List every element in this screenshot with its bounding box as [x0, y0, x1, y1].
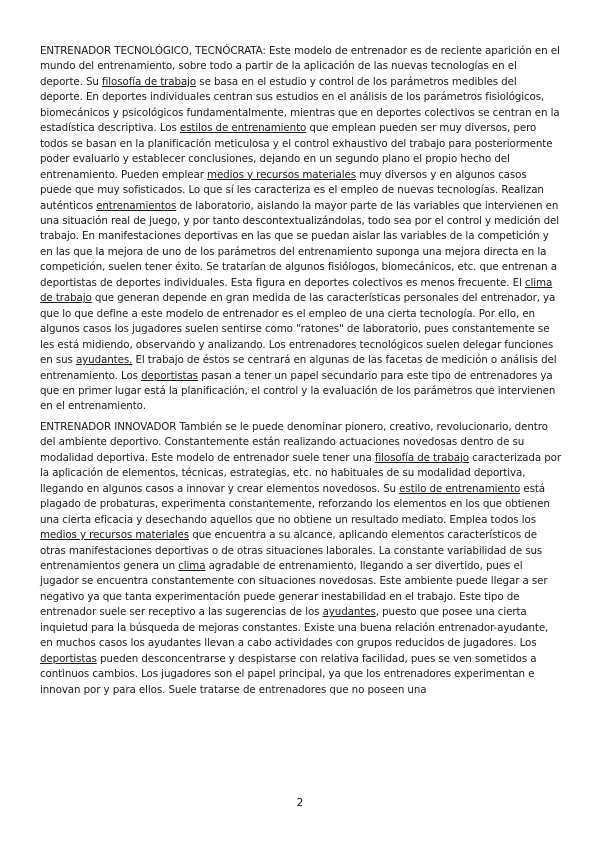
text-run: está plagado de probaturas, experimenta constantemente, reforzando los elementos en los que obtienen una cierta eficacia y desechando aquellos que no obtiene un resultado mediato. Emplea todos los: [40, 482, 550, 526]
paragraph-entrenador-innovador: [40, 420, 561, 698]
text-run: de laboratorio, aislando la mayor parte de las variables que intervienen en una situación real de juego, y por tanto descontextualizándolas, todo sea por el control y medición del trabajo. En manifestaciones deportivas en las que se puedan aislar las variables de la competición y en las que la mejora de uno de los parámetros del entrenamiento suponga una mejora directa en la competición, suelen tener éxito. Se tratarían de algunos fisiólogos, biomecánicos, etc. que entrenan a deportistas de deportes individuales. Esta figura en deportes colectivos es menos frecuente. El: [40, 199, 560, 289]
page-number: 2: [296, 797, 304, 809]
underlined-term: clima de trabajo: [40, 276, 553, 305]
text-run: agradable de entrenamiento, llegando a ser divertido, pues el jugador se encuentra constantemente con situaciones novedosas. Este ambiente puede llegar a ser negativo ya que tanta experimentación puede generar inestabilidad en el trabajo. Este tipo de entrenador suele ser receptivo a las sugerencias de los: [40, 559, 548, 619]
text-run: muy diversos y en algunos casos puede que muy sofisticados. Lo que sí les caracteriza es el empleo de nuevas tecnologías. Realizan auténticos: [40, 168, 544, 212]
underlined-term: filosofía de trabajo: [102, 75, 197, 88]
underlined-term: entrenamientos: [96, 199, 177, 212]
underlined-term: ayudantes.: [75, 354, 133, 367]
text-run: pasan a tener un papel secundario para este tipo de entrenadores ya que en primer lugar está la planificación, el control y la evaluación de los parámetros que intervienen en el entrenamiento.: [40, 369, 556, 413]
underlined-term: deportistas: [40, 652, 97, 665]
text-run: que encuentra a su alcance, aplicando elementos característicos de otras manifestaciones deportivas o de otras situaciones laborales. La constante variabilidad de sus entrenamientos genera un: [40, 529, 543, 572]
text-run: pueden desconcentrarse y despistarse con relativa facilidad, pues se ven sometidos a continuos cambios. Los jugadores son el papel principal, ya que los entrenadores experimentan e innovan por y para ellos. Suele tratarse de entrenadores que no poseen una: [40, 652, 537, 696]
underlined-term: estilos de entrenamiento: [179, 122, 307, 135]
underlined-term: estilo de entrenamiento: [399, 482, 521, 495]
underlined-term: filosofía de trabajo: [374, 451, 469, 464]
text-run: ENTRENADOR INNOVADOR También se le puede denominar pionero, creativo, revolucionario, dentro del ambiente deportivo. Constantemente están realizando actuaciones novedosas dentro de su modalidad deportiva. Este modelo de entrenador suele tener una: [40, 420, 548, 464]
text-run: , puesto que posee una cierta inquietud para la búsqueda de mejoras constantes. Existe una buena relación entrenador-ayudante, en muchos casos los ayudantes llevan a cabo actividades con grupos reducidos de jugadores. Los: [40, 606, 549, 650]
underlined-term: deportistas: [141, 369, 198, 382]
underlined-term: ayudantes: [322, 606, 376, 619]
text-run: que emplean pueden ser muy diversos, pero todos se basan en la planificación meticulosa y el control exhaustivo del trabajo para posteriormente poder evaluarlo y establecer conclusiones, dejando en un segundo plano el propio hecho del entrenamiento. Pueden emplear: [40, 122, 553, 181]
text-run: caracterizada por la aplicación de elementos, técnicas, estrategias, etc. no habituales de su modalidad deportiva, llegando en algunos casos a innovar y crear elementos novedosos. Su: [40, 451, 561, 495]
text-run: El trabajo de éstos se centrará en algunas de las facetas de medición o análisis del entrenamiento. Los: [40, 354, 557, 382]
paragraph-entrenador-tecnologico: [40, 44, 561, 415]
underlined-term: clima: [178, 559, 206, 572]
text-run: ENTRENADOR TECNOLÓGICO, TECNÓCRATA: Este modelo de entrenador es de reciente aparición en el mundo del entrenamiento, sobre todo a partir de la aplicación de las nuevas tecnologías en el deporte. Su: [40, 45, 560, 88]
underlined-term: medios y recursos materiales: [207, 168, 357, 181]
text-run: se basa en el estudio y control de los parámetros medibles del deporte. En deportes individuales centran sus estudios en el análisis de los parámetros fisiológicos, biomecánicos y psicológicos fundamentalmente, mientras que en deportes colectivos se centran en la estadística descriptiva. Los: [40, 75, 560, 135]
underlined-term: medios y recursos materiales: [40, 529, 190, 542]
text-run: que generan depende en gran medida de las características personales del entrenador, ya que lo que define a este modelo de entrenador es el empleo de una cierta tecnología. Por ello, en algunos casos los jugadores suelen sentirse como "ratones" de laboratorio, pues constantemente se les está midiendo, observando y analizando. Los entrenadores tecnológicos suelen delegar funciones en sus: [40, 292, 556, 367]
page-body: [40, 44, 561, 703]
